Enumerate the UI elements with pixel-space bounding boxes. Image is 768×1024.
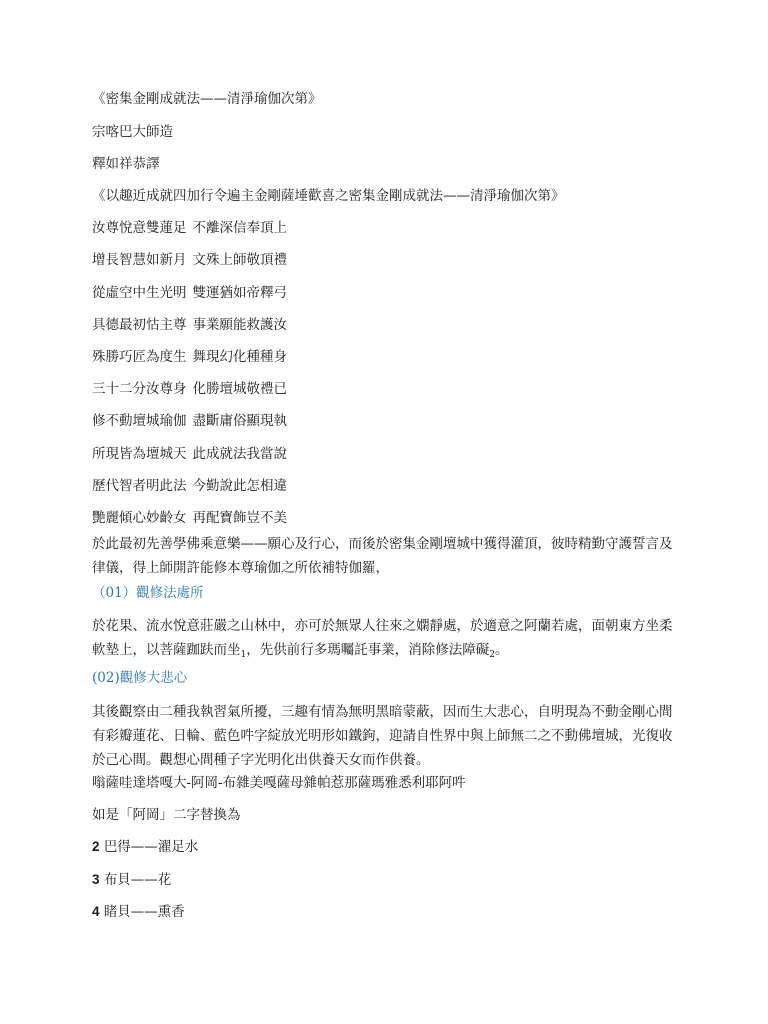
verse-line: 修不動壇城瑜伽 盡斷庸俗顯現執 xyxy=(92,413,287,429)
verse-line: 三十二分汝尊身 化勝壇城敬禮已 xyxy=(92,381,287,397)
intro-paragraph: 於此最初先善學佛乘意樂——願心及行心，而後於密集金剛壇城中獲得灌頂，彼時精勤守護誓言及律儀，得上師開許能修本尊瑜伽之所依補特伽羅， xyxy=(92,536,673,576)
section-02-paragraph: 其後觀察由二種我執習氣所擾，三趣有情為無明黑暗蒙蔽，因而生大悲心，自明現為不動金剛心間有彩瓣蓮花、日輪、藍色吽字綻放光明形如鐵鉤，迎請自性界中與上師無二之不動佛壇城，光復收於己心間。觀想心間種子字光明化出供養天女而作供養。 xyxy=(92,704,673,768)
document-title: 《密集金剛成就法——清淨瑜伽次第》 xyxy=(92,91,322,107)
section-heading-01: （01）觀修法處所 xyxy=(92,585,204,601)
verse-line: 增長智慧如新月 文殊上師敬頂禮 xyxy=(92,252,287,268)
verse-line: 具德最初怙主尊 事業願能救護汝 xyxy=(92,317,287,333)
footnote-marker: 2 xyxy=(489,650,495,660)
verse-line: 汝尊悅意雙蓮足 不離深信奉頂上 xyxy=(92,220,287,236)
author-line: 宗喀巴大師造 xyxy=(92,124,173,140)
replace-note: 如是「阿岡」二字替換為 xyxy=(92,807,241,823)
offering-item: 4 睹貝——熏香 xyxy=(92,904,185,920)
verse-line: 從虛空中生光明 雙運猶如帝釋弓 xyxy=(92,285,287,301)
mantra-line: 嗡薩哇達塔嘎大-阿岡-布雜美嘎薩母雜帕惹那薩瑪雅悉利耶阿吽 xyxy=(92,775,466,791)
footnote-marker: 1 xyxy=(240,650,247,660)
verse-line: 所現皆為壇城天 此成就法我當說 xyxy=(92,446,287,462)
offering-item: 3 布貝——花 xyxy=(92,872,172,888)
full-title: 《以趣近成就四加行令遍主金剛薩埵歡喜之密集金剛成就法——清淨瑜伽次第》 xyxy=(92,188,565,204)
section-01-paragraph: 於花果、流水悅意莊嚴之山林中，亦可於無眾人往來之嫻靜處，於適意之阿蘭若處，面朝東方坐柔軟墊上，以菩薩跏趺而坐$_1$，先供前行多瑪囑託事業，消除修法障礙$_2$。 xyxy=(92,618,673,660)
verse-line: 艷麗傾心妙齡女 再配寶飾豈不美 xyxy=(92,510,287,526)
verse-line: 殊勝巧匠為度生 舞現幻化種種身 xyxy=(92,349,287,365)
verse-line: 歷代智者明此法 今勤說此怎相違 xyxy=(92,478,287,494)
offering-item: 2 巴得——濯足水 xyxy=(92,839,199,855)
section-heading-02: (02)觀修大悲心 xyxy=(92,670,188,686)
translator-line: 釋如祥恭譯 xyxy=(92,156,160,172)
